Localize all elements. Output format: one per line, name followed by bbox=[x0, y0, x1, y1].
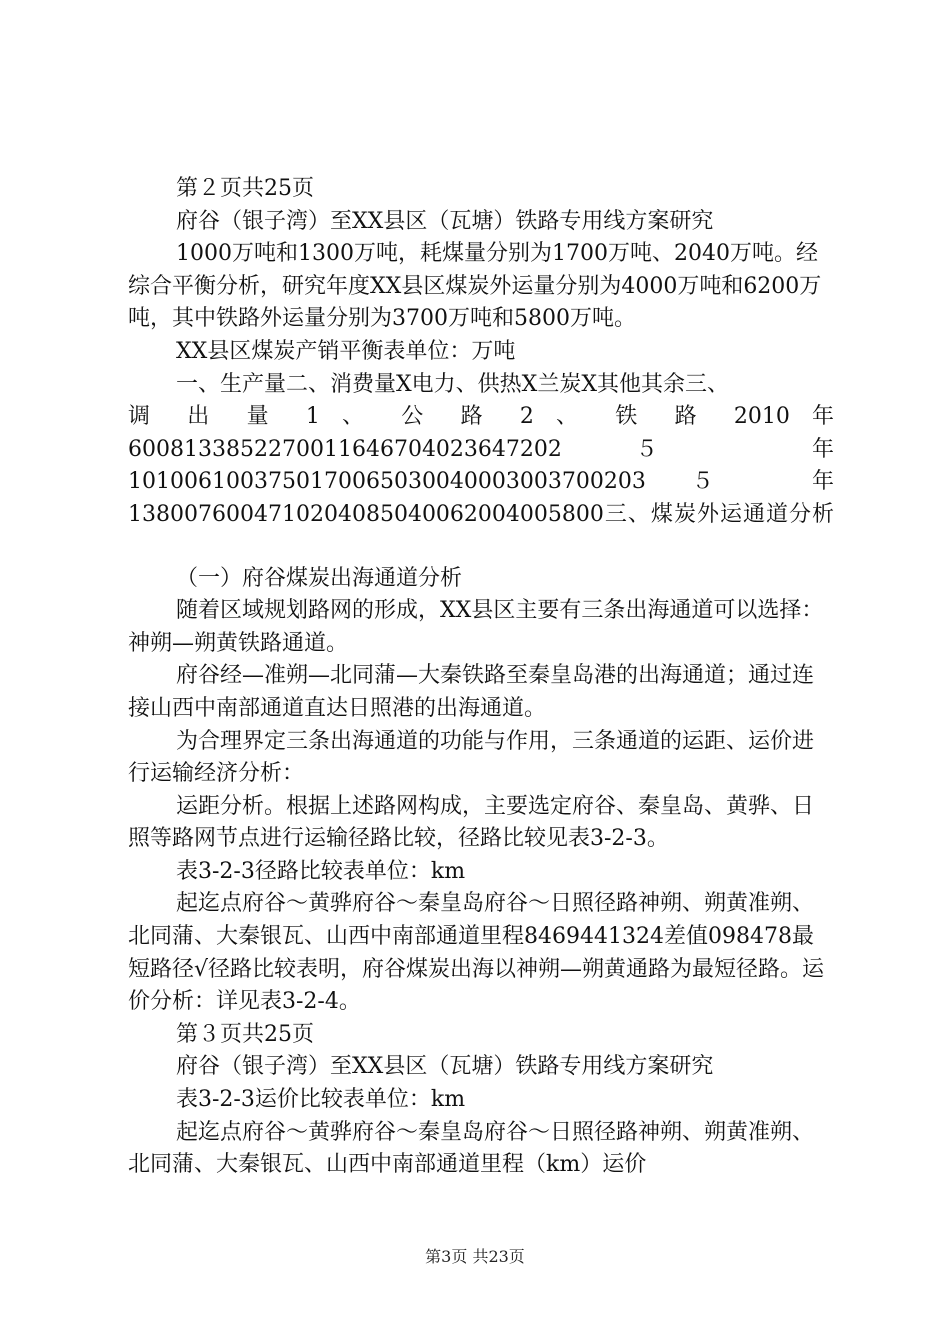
body-paragraph: 运距分析。根据上述路网构成，主要选定府谷、秦皇岛、黄骅、日照等路网节点进行运输径路比较，径路比较见表3-2-3。 bbox=[128, 793, 815, 852]
body-paragraph: 随着区域规划路网的形成，XX县区主要有三条出海通道可以选择：神朔—朔黄铁路通道。 bbox=[128, 598, 824, 656]
document-body bbox=[128, 173, 834, 1182]
table-caption: 表3-2-3运价比较表单位：km bbox=[176, 1087, 466, 1113]
table-text-line: 一、生产量二、消费量X电力、供热X兰炭X其他其余三、 bbox=[176, 371, 729, 397]
section-heading: （一）府谷煤炭出海通道分析 bbox=[176, 565, 463, 591]
table-caption: 表3-2-3径路比较表单位：km bbox=[176, 858, 466, 884]
table-text-line: 1010061003750170065030040003003700203５ 年 bbox=[128, 469, 834, 495]
table-text-line: 1380076004710204085040062004005800三、煤炭外运通道分析 bbox=[128, 501, 834, 527]
body-paragraph: 为合理界定三条出海通道的功能与作用，三条通道的运距、运价进行运输经济分析： bbox=[128, 728, 815, 787]
body-paragraph: 府谷经—准朔—北同蒲—大秦铁路至秦皇岛港的出海通道；通过连接山西中南部通道直达日照港的出海通道。 bbox=[128, 663, 815, 721]
running-title: 府谷（银子湾）至XX县区（瓦塘）铁路专用线方案研究 bbox=[176, 1054, 714, 1080]
table-text-line: 调 出 量 1 、 公 路 2 、 铁 路 2010 年 bbox=[128, 404, 834, 430]
page-footer: 第3页 共23页 bbox=[425, 1247, 525, 1266]
body-paragraph: 起迄点府谷～黄骅府谷～秦皇岛府谷～日照径路神朔、朔黄准朔、北同蒲、大秦银瓦、山西中南部通道里程（km）运价 bbox=[128, 1119, 815, 1178]
table-text-line: 6008133852270011646704023647202５ 年 bbox=[128, 436, 834, 462]
page-marker: 第２页共25页 bbox=[176, 176, 314, 201]
table-caption: XX县区煤炭产销平衡表单位：万吨 bbox=[176, 338, 516, 364]
body-paragraph: 1000万吨和1300万吨，耗煤量分别为1700万吨、2040万吨。经综合平衡分析，研究年度XX县区煤炭外运量分别为4000万吨和6200万吨，其中铁路外运量分别为3700万吨和5800万吨。 bbox=[128, 241, 822, 332]
body-paragraph: 起迄点府谷～黄骅府谷～秦皇岛府谷～日照径路神朔、朔黄准朔、北同蒲、大秦银瓦、山西中南部通道里程8469441324差值098478最短路径√径路比较表明，府谷煤炭出海以神朔—朔黄通路为最短径路。运价分析：详见表3-2-4。 bbox=[128, 891, 825, 1015]
running-title: 府谷（银子湾）至XX县区（瓦塘）铁路专用线方案研究 bbox=[176, 208, 714, 234]
page-marker: 第３页共25页 bbox=[176, 1021, 314, 1047]
